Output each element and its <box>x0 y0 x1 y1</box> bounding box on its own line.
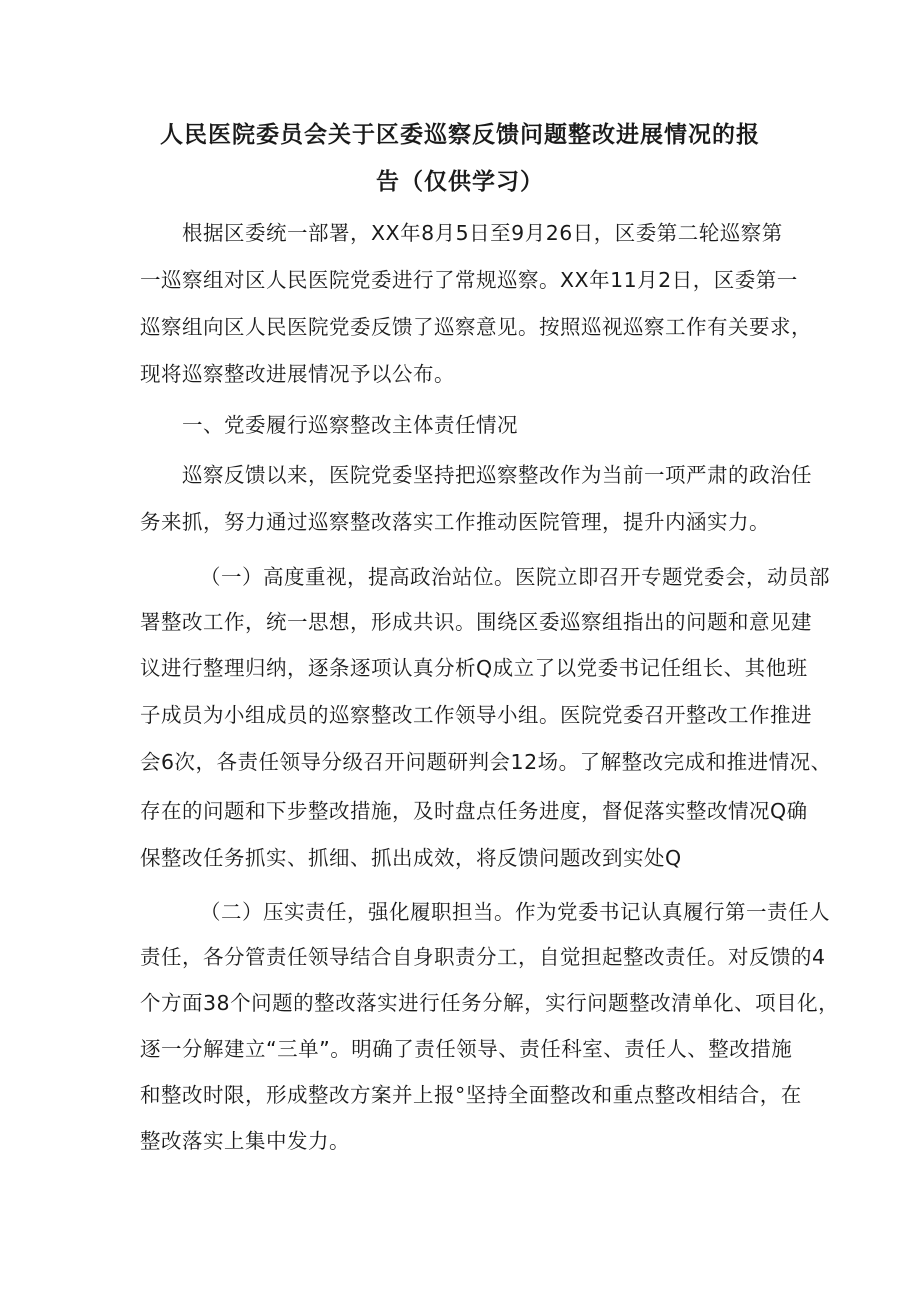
paragraph-2-line-2: 务来抓，努力通过巡察整改落实工作推动医院管理，提升内涵实力。 <box>140 510 770 534</box>
paragraph-2-line-1: 巡察反馈以来，医院党委坚持把巡察整改作为当前一项严肃的政治任 <box>182 463 812 487</box>
paragraph-4-line-6: 整改落实上集中发力。 <box>140 1129 350 1153</box>
paragraph-4-line-5: 和整改时限，形成整改方案并上报°坚持全面整改和重点整改相结合，在 <box>140 1083 802 1107</box>
paragraph-3-line-1: （一）高度重视，提高政治站位。医院立即召开专题党委会，动员部 <box>200 565 830 589</box>
document-title-line-2: 告（仅供学习） <box>376 169 544 195</box>
paragraph-3-line-5: 会6次，各责任领导分级召开问题研判会12场。了解整改完成和推进情况、 <box>140 750 832 774</box>
document-title-line-1: 人民医院委员会关于区委巡察反馈问题整改进展情况的报 <box>160 122 760 148</box>
paragraph-3-line-7: 保整改任务抓实、抓细、抓出成效，将反馈问题改到实处Q <box>140 846 682 870</box>
paragraph-3-line-2: 署整改工作，统一思想，形成共识。围绕区委巡察组指出的问题和意见建 <box>140 610 812 634</box>
paragraph-4-line-4: 逐一分解建立“三单”。明确了责任领导、责任科室、责任人、整改措施 <box>140 1037 793 1061</box>
paragraph-4-line-3: 个方面38个问题的整改落实进行任务分解，实行问题整改清单化、项目化， <box>140 991 840 1015</box>
paragraph-3-line-6: 存在的问题和下步整改措施，及时盘点任务进度，督促落实整改情况Q确 <box>140 799 808 823</box>
paragraph-1-line-1: 根据区委统一部署，XX年8月5日至9月26日，区委第二轮巡察第 <box>182 221 783 245</box>
paragraph-3-line-4: 子成员为小组成员的巡察整改工作领导小组。医院党委召开整改工作推进 <box>140 703 812 727</box>
section-heading-1: 一、党委履行巡察整改主体责任情况 <box>182 413 518 437</box>
paragraph-1-line-3: 巡察组向区人民医院党委反馈了巡察意见。按照巡视巡察工作有关要求， <box>140 315 812 339</box>
paragraph-4-line-2: 责任，各分管责任领导结合自身职责分工，自觉担起整改责任。对反馈的4 <box>140 945 826 969</box>
paragraph-4-line-1: （二）压实责任，强化履职担当。作为党委书记认真履行第一责任人 <box>200 900 830 924</box>
paragraph-1-line-2: 一巡察组对区人民医院党委进行了常规巡察。XX年11月2日，区委第一 <box>140 268 798 292</box>
paragraph-1-line-4: 现将巡察整改进展情况予以公布。 <box>140 362 455 386</box>
paragraph-3-line-3: 议进行整理归纳，逐条逐项认真分析Q成立了以党委书记任组长、其他班 <box>140 656 808 680</box>
